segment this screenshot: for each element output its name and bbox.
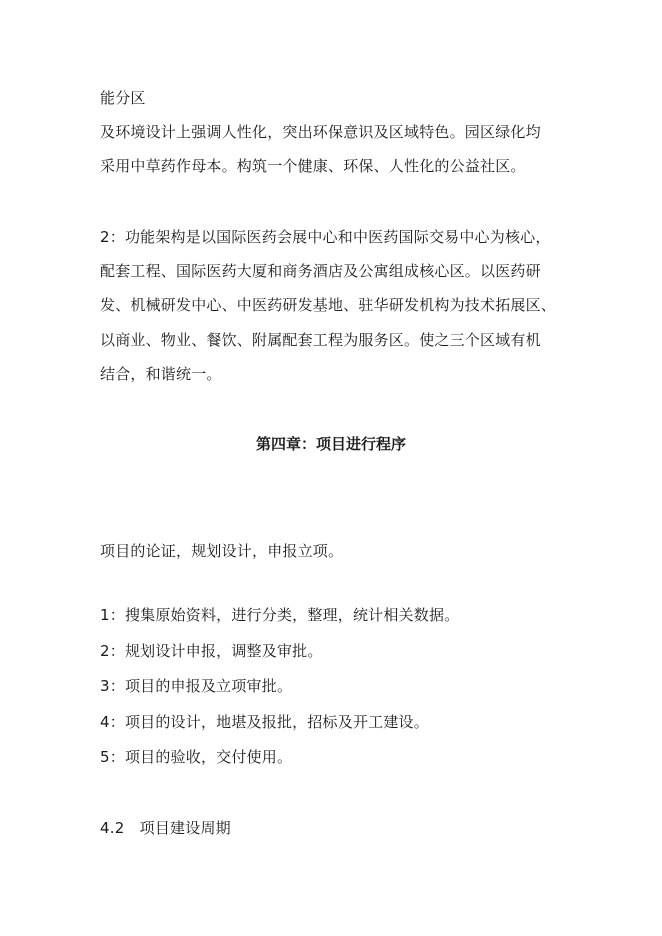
section-title: 4.2 项目建设周期 [100, 819, 231, 837]
step-item-2: 2：规划设计申报，调整及审批。 [100, 642, 323, 660]
para2-line-4: 以商业、物业、餐饮、附属配套工程为服务区。使之三个区域有机 [100, 331, 541, 349]
step-item-5: 5：项目的验收，交付使用。 [100, 748, 293, 766]
step-item-1: 1：搜集原始资料，进行分类，整理，统计相关数据。 [100, 606, 460, 624]
intro-line: 项目的论证，规划设计，申报立项。 [100, 542, 344, 560]
para1-line-1: 能分区 [100, 89, 146, 107]
para2-line-1: 2：功能架构是以国际医药会展中心和中医药国际交易中心为核心， [100, 228, 551, 246]
para1-line-3: 采用中草药作母本。构筑一个健康、环保、人性化的公益社区。 [100, 157, 526, 175]
para2-line-2: 配套工程、国际医药大厦和商务酒店及公寓组成核心区。以医药研 [100, 262, 541, 280]
step-item-3: 3：项目的申报及立项审批。 [100, 677, 293, 695]
para2-line-3: 发、机械研发中心、中医药研发基地、驻华研发机构为技术拓展区、 [100, 296, 557, 314]
step-item-4: 4：项目的设计，地堪及报批，招标及开工建设。 [100, 713, 429, 731]
para1-line-2: 及环境设计上强调人性化，突出环保意识及区域特色。园区绿化均 [100, 123, 541, 141]
chapter-title: 第四章：项目进行程序 [255, 435, 406, 453]
para2-line-5: 结合，和谐统一。 [100, 365, 222, 383]
